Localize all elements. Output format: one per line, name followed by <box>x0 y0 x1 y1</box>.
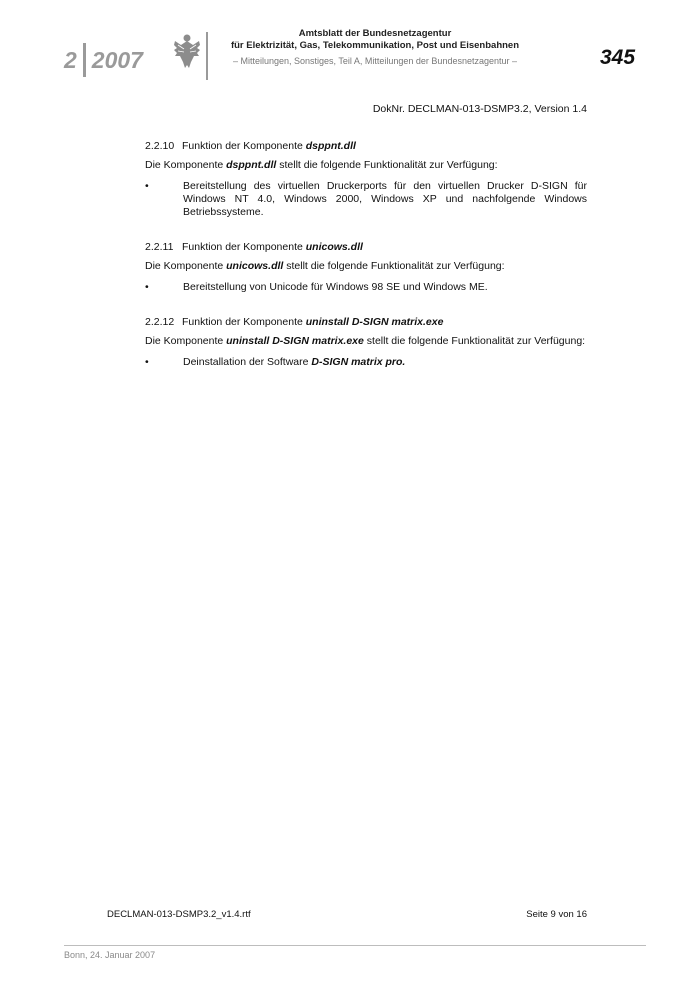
section-heading <box>145 140 587 153</box>
intro-suffix: stellt die folgende Funktionalität zur Verfügung: <box>363 335 586 347</box>
document-number: DokNr. DECLMAN-013-DSMP3.2, Version 1.4 <box>372 103 587 115</box>
section-number: 2.2.10 <box>145 140 175 152</box>
list-item-text <box>183 281 587 294</box>
intro-component: unicows.dll <box>226 260 284 272</box>
intro-prefix: Die Komponente <box>145 335 227 347</box>
section-intro <box>145 260 587 273</box>
list-item-emphasis: D-SIGN matrix pro. <box>311 356 406 368</box>
footer-page-count: Seite 9 von 16 <box>526 909 587 920</box>
list-item <box>145 281 587 294</box>
intro-prefix: Die Komponente <box>145 159 227 171</box>
gazette-title-line2: für Elektrizität, Gas, Telekommunikation, Post und Eisenbahnen <box>230 40 520 51</box>
bullet-icon: • <box>145 180 149 192</box>
gazette-subtitle: – Mitteilungen, Sonstiges, Teil A, Mitteilungen der Bundesnetzagentur – <box>232 56 517 66</box>
gazette-title <box>220 28 530 52</box>
footer-divider <box>64 945 646 946</box>
federal-eagle-icon <box>172 32 202 70</box>
section-intro <box>145 335 587 348</box>
page-number: 345 <box>600 46 636 69</box>
intro-component: dsppnt.dll <box>226 159 277 171</box>
heading-text: Funktion der Komponente <box>182 140 306 152</box>
list-item-text <box>183 356 587 369</box>
intro-prefix: Die Komponente <box>145 260 227 272</box>
intro-suffix: stellt die folgende Funktionalität zur Verfügung: <box>283 260 505 272</box>
list-item-text-main: Bereitstellung des virtuellen Druckerports für den virtuellen Drucker D-SIGN für Windows NT 4.0, Windows 2000, Windows XP und nachfolgende Windows Betriebssysteme. <box>183 180 587 218</box>
issue-number: 2 <box>64 46 77 73</box>
footer-filename: DECLMAN-013-DSMP3.2_v1.4.rtf <box>107 909 251 920</box>
component-name: unicows.dll <box>305 241 363 253</box>
bullet-icon: • <box>145 281 149 293</box>
list-item-text-main: Bereitstellung von Unicode für Windows 98 SE und Windows ME. <box>183 281 488 293</box>
section-2-2-11 <box>145 241 587 294</box>
footer-date: Bonn, 24. Januar 2007 <box>64 950 156 960</box>
list-item-text-main: Deinstallation der Software <box>183 356 312 368</box>
bullet-icon: • <box>145 356 149 368</box>
section-heading <box>145 241 587 254</box>
heading-text: Funktion der Komponente <box>182 241 306 253</box>
issue-divider <box>83 43 86 77</box>
section-number: 2.2.11 <box>145 241 174 253</box>
list-item <box>145 356 587 369</box>
list-item-text <box>183 180 587 219</box>
heading-text: Funktion der Komponente <box>182 316 306 328</box>
issue-label <box>64 43 143 77</box>
section-2-2-12 <box>145 316 587 369</box>
gazette-title-line1: Amtsblatt der Bundesnetzagentur <box>298 28 452 39</box>
component-name: dsppnt.dll <box>305 140 356 152</box>
component-name: uninstall D-SIGN matrix.exe <box>305 316 444 328</box>
list-item <box>145 180 587 219</box>
intro-component: uninstall D-SIGN matrix.exe <box>226 335 364 347</box>
issue-year: 2007 <box>91 46 143 73</box>
section-2-2-10 <box>145 140 587 219</box>
document-body <box>145 140 587 391</box>
section-heading <box>145 316 587 329</box>
section-intro <box>145 159 587 172</box>
section-number: 2.2.12 <box>145 316 175 328</box>
intro-suffix: stellt die folgende Funktionalität zur Verfügung: <box>276 159 498 171</box>
header-divider <box>206 32 208 80</box>
